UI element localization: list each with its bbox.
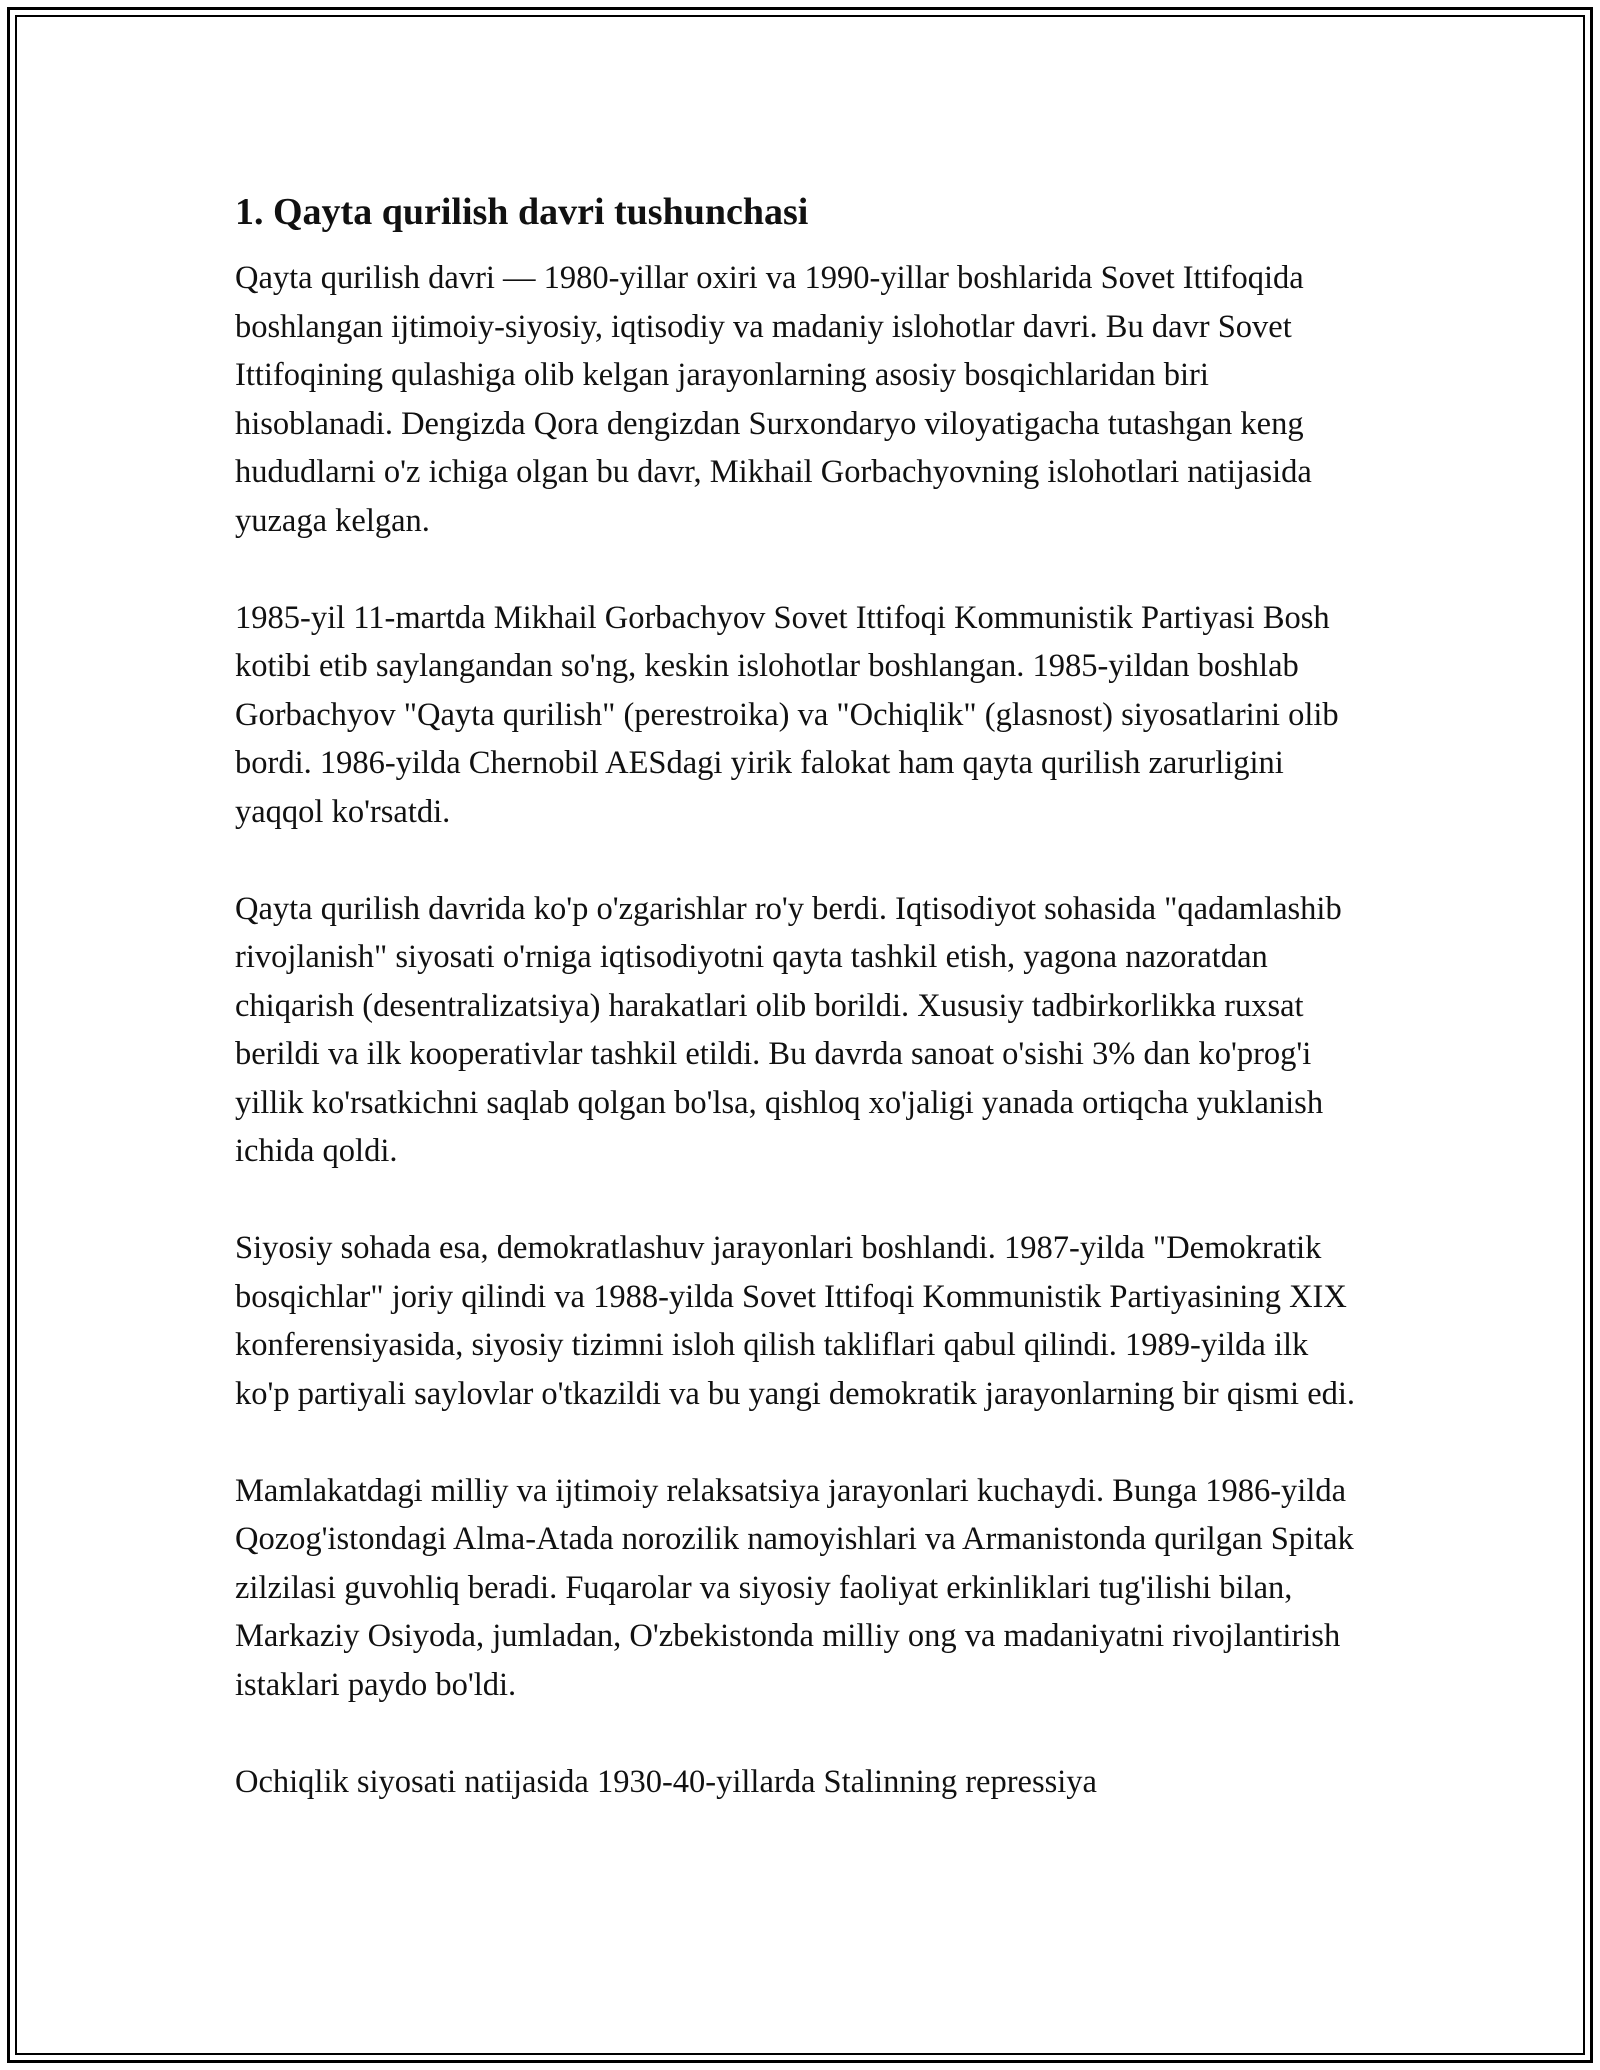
paragraph-5: Mamlakatdagi milliy va ijtimoiy relaksatsiya jarayonlari kuchaydi. Bunga 1986-yilda Qozog'istondagi Alma-Atada norozilik namoyishlari va Armanistonda qurilgan Spitak zilzilasi guvohliq beradi. Fuqarolar va siyosiy faoliyat erkinliklari tug'ilishi bilan, Markaziy Osiyoda, jumladan, O'zbekistonda milliy ong va madaniyatni rivojlantirish istaklari paydo bo'ldi. — [235, 1472, 1354, 1703]
paragraph-2: 1985-yil 11-martda Mikhail Gorbachyov Sovet Ittifoqi Kommunistik Partiyasi Bosh kotibi etib saylangandan so'ng, keskin islohotlar boshlangan. 1985-yildan boshlab Gorbachyov "Qayta qurilish" (perestroika) va "Ochiqlik" (glasnost) siyosatlarini olib bordi. 1986-yilda Chernobil AESdagi yirik falokat ham qayta qurilish zarurligini yaqqol ko'rsatdi. — [235, 599, 1339, 830]
paragraph-1: Qayta qurilish davri — 1980-yillar oxiri va 1990-yillar boshlarida Sovet Ittifoqida boshlangan ijtimoiy-siyosiy, iqtisodiy va madaniy islohotlar davri. Bu davr Sovet Ittifoqining qulashiga olib kelgan jarayonlarning asosiy bosqichlaridan biri hisoblanadi. Dengizda Qora dengizdan Surxondaryo viloyatigacha tutashgan keng hududlarni o'z ichiga olgan bu davr, Mikhail Gorbachyovning islohotlari natijasida yuzaga kelgan. — [235, 260, 1312, 539]
paragraph-4: Siyosiy sohada esa, demokratlashuv jarayonlari boshlandi. 1987-yilda "Demokratik bosqichlar" joriy qilindi va 1988-yilda Sovet Ittifoqi Kommunistik Partiyasining XIX konferensiyasida, siyosiy tizimni isloh qilish takliflari qabul qilindi. 1989-yilda ilk ko'p partiyali saylovlar o'tkazildi va bu yangi demokratik jarayonlarning bir qismi edi. — [235, 1230, 1356, 1412]
section-title: 1. Qayta qurilish davri tushunchasi — [235, 191, 809, 233]
paragraph-3: Qayta qurilish davrida ko'p o'zgarishlar ro'y berdi. Iqtisodiyot sohasida "qadamlashib rivojlanish" siyosati o'rniga iqtisodiyotni qayta tashkil etish, yagona nazoratdan chiqarish (desentralizatsiya) harakatlari olib borildi. Xususiy tadbirkorlikka ruxsat berildi va ilk kooperativlar tashkil etildi. Bu davrda sanoat o'sishi 3% dan ko'prog'i yillik ko'rsatkichni saqlab qolgan bo'lsa, qishloq xo'jaligi yanada ortiqcha yuklanish ichida qoldi. — [235, 890, 1342, 1169]
paragraph-6: Ochiqlik siyosati natijasida 1930-40-yillarda Stalinning repressiya — [235, 1763, 1097, 1800]
document-body — [235, 186, 1370, 1855]
